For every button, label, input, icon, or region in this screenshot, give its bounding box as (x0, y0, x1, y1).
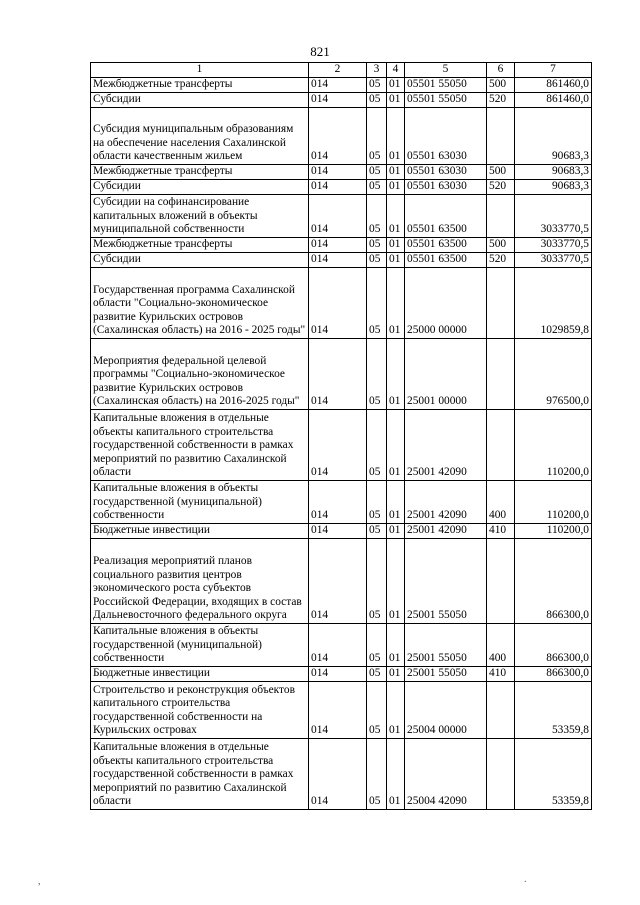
expense-type-cell (487, 268, 515, 339)
expense-type-cell: 500 (487, 238, 515, 253)
header-cell: 1 (91, 63, 309, 78)
subsection-code-cell: 01 (387, 108, 405, 165)
section-code-cell: 05 (367, 253, 387, 268)
subsection-code-cell: 01 (387, 481, 405, 524)
table-row (91, 524, 592, 539)
subsection-code-cell: 01 (387, 682, 405, 739)
row-name-cell: Межбюджетные трансферты (91, 238, 309, 253)
table-row (91, 268, 592, 339)
expense-type-cell: 400 (487, 481, 515, 524)
expense-type-cell (487, 539, 515, 624)
table-row (91, 339, 592, 410)
subsection-code-cell: 01 (387, 667, 405, 682)
amount-cell: 90683,3 (515, 108, 592, 165)
target-article-cell: 25004 00000 (405, 682, 487, 739)
table-row (91, 78, 592, 93)
table-row (91, 180, 592, 195)
amount-cell: 861460,0 (515, 93, 592, 108)
row-name-cell: Капитальные вложения в отдельные объекты капитального строительства государственной собственности в рамках мероприятий по развитию Сахалинской области (91, 410, 309, 481)
subsection-code-cell: 01 (387, 539, 405, 624)
row-name-cell: Бюджетные инвестиции (91, 667, 309, 682)
row-name-cell: Государственная программа Сахалинской области "Социально-экономическое развитие Курильских островов (Сахалинская область) на 2016 - 2025 годы" (91, 268, 309, 339)
table-row (91, 238, 592, 253)
header-row (91, 63, 592, 78)
section-code-cell: 05 (367, 339, 387, 410)
section-code-cell: 05 (367, 268, 387, 339)
target-article-cell: 05501 63030 (405, 108, 487, 165)
ministry-code-cell: 014 (309, 739, 367, 810)
amount-cell: 110200,0 (515, 410, 592, 481)
subsection-code-cell: 01 (387, 195, 405, 238)
ministry-code-cell: 014 (309, 624, 367, 667)
ministry-code-cell: 014 (309, 165, 367, 180)
scan-speck: , (38, 876, 41, 887)
row-name-cell: Субсидии на софинансирование капитальных вложений в объекты муниципальной собственности (91, 195, 309, 238)
table-row (91, 481, 592, 524)
expense-type-cell: 520 (487, 180, 515, 195)
subsection-code-cell: 01 (387, 238, 405, 253)
row-name-cell: Мероприятия федеральной целевой программы "Социально-экономическое развитие Курильских островов (Сахалинская область) на 2016-2025 годы" (91, 339, 309, 410)
amount-cell: 1029859,8 (515, 268, 592, 339)
table-row (91, 624, 592, 667)
amount-cell: 861460,0 (515, 78, 592, 93)
target-article-cell: 25000 00000 (405, 268, 487, 339)
ministry-code-cell: 014 (309, 93, 367, 108)
section-code-cell: 05 (367, 739, 387, 810)
table-row (91, 108, 592, 165)
expense-type-cell: 500 (487, 165, 515, 180)
section-code-cell: 05 (367, 93, 387, 108)
header-cell: 7 (515, 63, 592, 78)
expense-type-cell: 520 (487, 93, 515, 108)
row-name-cell: Реализация мероприятий планов социального развития центров экономического роста субъектов Российской Федерации, входящих в состав Дальневосточного федерального округа (91, 539, 309, 624)
row-name-cell: Межбюджетные трансферты (91, 78, 309, 93)
target-article-cell: 25001 42090 (405, 481, 487, 524)
subsection-code-cell: 01 (387, 78, 405, 93)
target-article-cell: 25001 00000 (405, 339, 487, 410)
expense-type-cell (487, 339, 515, 410)
target-article-cell: 05501 63500 (405, 195, 487, 238)
row-name-cell: Капитальные вложения в объекты государственной (муниципальной) собственности (91, 624, 309, 667)
target-article-cell: 25001 55050 (405, 624, 487, 667)
ministry-code-cell: 014 (309, 539, 367, 624)
ministry-code-cell: 014 (309, 268, 367, 339)
ministry-code-cell: 014 (309, 108, 367, 165)
target-article-cell: 05501 55050 (405, 93, 487, 108)
amount-cell: 110200,0 (515, 481, 592, 524)
amount-cell: 53359,8 (515, 739, 592, 810)
ministry-code-cell: 014 (309, 481, 367, 524)
scan-speck: . (524, 874, 527, 885)
expense-type-cell: 410 (487, 667, 515, 682)
amount-cell: 866300,0 (515, 539, 592, 624)
ministry-code-cell: 014 (309, 682, 367, 739)
subsection-code-cell: 01 (387, 624, 405, 667)
row-name-cell: Капитальные вложения в объекты государственной (муниципальной) собственности (91, 481, 309, 524)
subsection-code-cell: 01 (387, 165, 405, 180)
section-code-cell: 05 (367, 667, 387, 682)
table-row (91, 682, 592, 739)
table-row (91, 739, 592, 810)
target-article-cell: 25004 42090 (405, 739, 487, 810)
subsection-code-cell: 01 (387, 739, 405, 810)
table-row (91, 667, 592, 682)
table-body (91, 78, 592, 810)
table-row (91, 539, 592, 624)
section-code-cell: 05 (367, 108, 387, 165)
row-name-cell: Субсидии (91, 180, 309, 195)
subsection-code-cell: 01 (387, 253, 405, 268)
section-code-cell: 05 (367, 238, 387, 253)
ministry-code-cell: 014 (309, 339, 367, 410)
row-name-cell: Субсидия муниципальным образованиям на обеспечение населения Сахалинской области качественным жильем (91, 108, 309, 165)
ministry-code-cell: 014 (309, 524, 367, 539)
expense-type-cell (487, 410, 515, 481)
section-code-cell: 05 (367, 539, 387, 624)
amount-cell: 53359,8 (515, 682, 592, 739)
header-cell: 5 (405, 63, 487, 78)
expense-type-cell (487, 682, 515, 739)
amount-cell: 110200,0 (515, 524, 592, 539)
expense-type-cell (487, 195, 515, 238)
header-cell: 2 (309, 63, 367, 78)
expense-type-cell (487, 108, 515, 165)
amount-cell: 90683,3 (515, 165, 592, 180)
section-code-cell: 05 (367, 165, 387, 180)
target-article-cell: 05501 63030 (405, 180, 487, 195)
expense-type-cell: 500 (487, 78, 515, 93)
ministry-code-cell: 014 (309, 410, 367, 481)
header-cell: 4 (387, 63, 405, 78)
expense-type-cell (487, 739, 515, 810)
header-cell: 6 (487, 63, 515, 78)
amount-cell: 866300,0 (515, 624, 592, 667)
section-code-cell: 05 (367, 524, 387, 539)
section-code-cell: 05 (367, 682, 387, 739)
page-number: 821 (310, 44, 330, 59)
target-article-cell: 05501 63500 (405, 238, 487, 253)
section-code-cell: 05 (367, 410, 387, 481)
row-name-cell: Строительство и реконструкция объектов капитального строительства государственной собственности на Курильских островах (91, 682, 309, 739)
target-article-cell: 25001 55050 (405, 667, 487, 682)
amount-cell: 3033770,5 (515, 195, 592, 238)
target-article-cell: 25001 42090 (405, 524, 487, 539)
row-name-cell: Межбюджетные трансферты (91, 165, 309, 180)
row-name-cell: Субсидии (91, 93, 309, 108)
target-article-cell: 05501 63030 (405, 165, 487, 180)
row-name-cell: Капитальные вложения в отдельные объекты капитального строительства государственной собственности в рамках мероприятий по развитию Сахалинской области (91, 739, 309, 810)
subsection-code-cell: 01 (387, 524, 405, 539)
amount-cell: 3033770,5 (515, 238, 592, 253)
subsection-code-cell: 01 (387, 268, 405, 339)
row-name-cell: Субсидии (91, 253, 309, 268)
ministry-code-cell: 014 (309, 253, 367, 268)
table-row (91, 165, 592, 180)
subsection-code-cell: 01 (387, 93, 405, 108)
subsection-code-cell: 01 (387, 339, 405, 410)
subsection-code-cell: 01 (387, 410, 405, 481)
expense-type-cell: 520 (487, 253, 515, 268)
expense-type-cell: 410 (487, 524, 515, 539)
ministry-code-cell: 014 (309, 195, 367, 238)
table-row (91, 93, 592, 108)
table-row (91, 195, 592, 238)
section-code-cell: 05 (367, 195, 387, 238)
ministry-code-cell: 014 (309, 78, 367, 93)
target-article-cell: 05501 63500 (405, 253, 487, 268)
section-code-cell: 05 (367, 481, 387, 524)
header-cell: 3 (367, 63, 387, 78)
target-article-cell: 25001 55050 (405, 539, 487, 624)
amount-cell: 3033770,5 (515, 253, 592, 268)
section-code-cell: 05 (367, 78, 387, 93)
section-code-cell: 05 (367, 624, 387, 667)
ministry-code-cell: 014 (309, 667, 367, 682)
subsection-code-cell: 01 (387, 180, 405, 195)
table-row (91, 410, 592, 481)
ministry-code-cell: 014 (309, 238, 367, 253)
section-code-cell: 05 (367, 180, 387, 195)
expense-type-cell: 400 (487, 624, 515, 667)
ministry-code-cell: 014 (309, 180, 367, 195)
amount-cell: 866300,0 (515, 667, 592, 682)
budget-table (90, 62, 592, 810)
amount-cell: 90683,3 (515, 180, 592, 195)
target-article-cell: 25001 42090 (405, 410, 487, 481)
amount-cell: 976500,0 (515, 339, 592, 410)
target-article-cell: 05501 55050 (405, 78, 487, 93)
table-row (91, 253, 592, 268)
row-name-cell: Бюджетные инвестиции (91, 524, 309, 539)
